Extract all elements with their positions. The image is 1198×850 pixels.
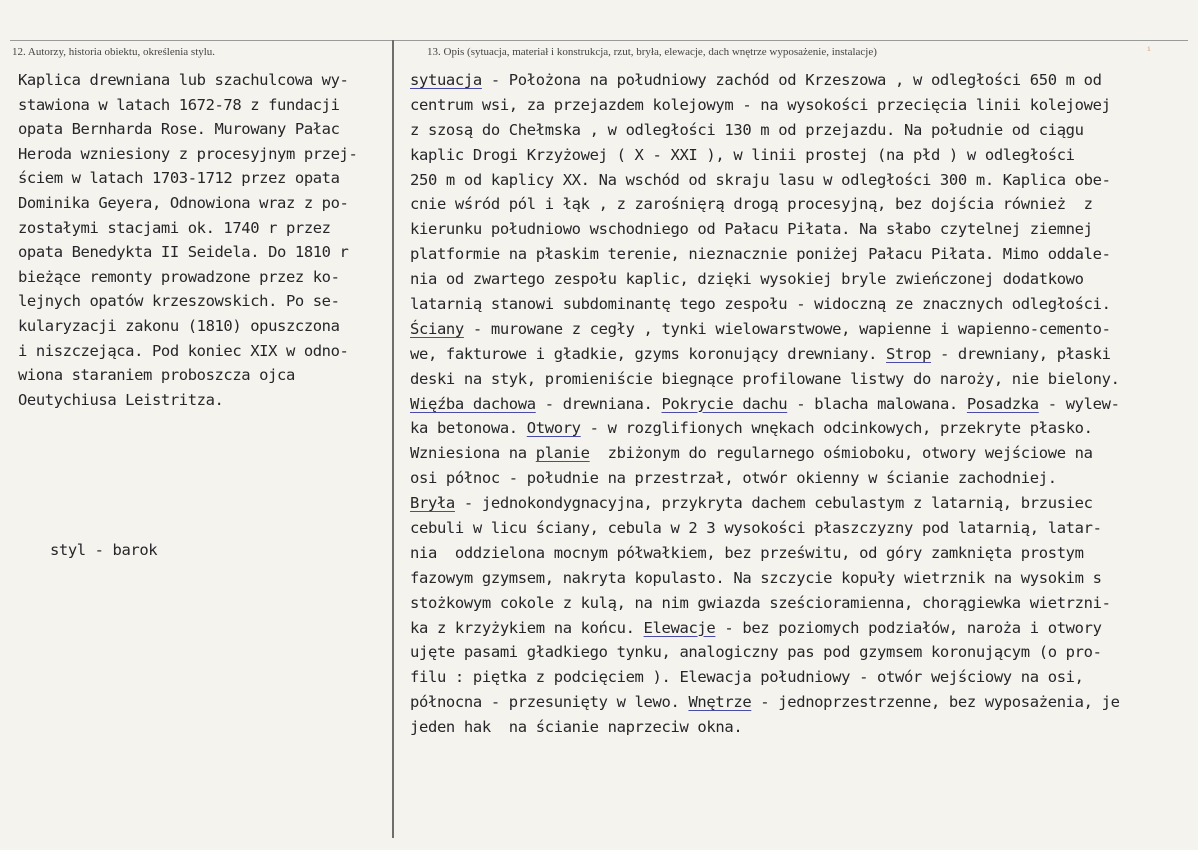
- section-keyword: Pokrycie dachu: [661, 394, 788, 413]
- description-text-run: - drewniana.: [535, 394, 662, 413]
- description-text-run: północna - przesunięty w lewo.: [410, 693, 689, 712]
- description-text-run: nia od zwartego zespołu kaplic, dzięki wysokiej bryle zwieńczonej dodatkowo: [410, 270, 1084, 289]
- description-text-run: - murowane z cegły , tynki wielowarstwowe, wapienne i wapienno-cemento-: [463, 319, 1111, 338]
- history-line: opata Benedykta II Seidela. Do 1810 r: [18, 243, 349, 262]
- description-text-run: - blacha malowana.: [787, 394, 967, 413]
- description-text-run: - drewniany, płaski: [930, 344, 1111, 363]
- description-text-run: ka z krzyżykiem na końcu.: [410, 618, 644, 637]
- history-line: opata Bernharda Rose. Murowany Pałac: [18, 120, 340, 139]
- description-line: [410, 68, 1195, 93]
- description-line: [410, 267, 1195, 292]
- description-line: [410, 466, 1195, 491]
- description-line: [410, 591, 1195, 616]
- section-keyword: Wnętrze: [688, 693, 752, 712]
- history-line: i niszczejąca. Pod koniec XIX w odno-: [18, 341, 349, 360]
- description-text-run: - jednoprzestrzenne, bez wyposażenia, je: [751, 693, 1120, 712]
- description-line: [410, 441, 1195, 466]
- header-rule: [10, 40, 1188, 41]
- description-text-run: platformie na płaskim terenie, nieznacznie poniżej Pałacu Piłata. Mimo oddale-: [410, 245, 1111, 264]
- section-keyword: Bryła: [410, 494, 455, 513]
- description-text-run: deski na styk, promieniście biegnące profilowane listwy do naroży, nie bielony.: [410, 369, 1120, 388]
- description-text-run: nia oddzielona mocnym półwałkiem, bez prześwitu, od góry zamknięta prostym: [410, 543, 1084, 562]
- description-line: [410, 292, 1195, 317]
- description-text-run: centrum wsi, za przejazdem kolejowym - na wysokości przecięcia linii kolejowej: [410, 95, 1111, 114]
- description-text-run: - w rozglifionych wnękach odcinkowych, przekryte płasko.: [580, 419, 1093, 438]
- description-text-run: ujęte pasami gładkiego tynku, analogiczny pas pod gzymsem koronującym (o pro-: [410, 643, 1102, 662]
- description-text-run: fazowym gzymsem, nakryta kopulasto. Na szczycie kopuły wietrznik na wysokim s: [410, 568, 1102, 587]
- history-line: ściem w latach 1703-1712 przez opata: [18, 169, 340, 188]
- history-line: wiona staraniem proboszcza ojca: [18, 366, 295, 385]
- section-keyword: sytuacja: [410, 71, 482, 89]
- description-text-run: zbiżonym do regularnego ośmioboku, otwory wejściowe na: [589, 444, 1093, 463]
- description-text-run: filu : piętka z podcięciem ). Elewacja południowy - otwór wejściowy na osi,: [410, 668, 1084, 687]
- description-text-run: 250 m od kaplicy XX. Na wschód od skraju lasu w odległości 300 m. Kaplica obe-: [410, 170, 1111, 189]
- description-line: [410, 118, 1195, 143]
- description-text-run: latarnią stanowi subdominantę tego zespołu - widoczną ze znacznych odległości.: [410, 295, 1111, 314]
- description-text-run: stożkowym cokole z kulą, na nim gwiazda sześcioramienna, chorągiewka wietrzni-: [410, 593, 1111, 612]
- description-text-run: cnie wśród pól i łąk , z zarośnięrą drogą procesyjną, bez dojścia również z: [410, 195, 1093, 214]
- section-keyword: Ściany: [410, 319, 464, 338]
- right-column-header: 13. Opis (sytuacja, materiał i konstrukcja, rzut, bryła, elewacje, dach wnętrze wyposażenie, instalacje): [427, 46, 877, 58]
- left-column-header: 12. Autorzy, historia obiektu, określenia stylu.: [12, 46, 216, 58]
- description-line: [410, 491, 1195, 516]
- history-line: bieżące remonty prowadzone przez ko-: [18, 267, 340, 286]
- description-line: [410, 392, 1195, 417]
- history-line: Oeutychiusa Leistritza.: [18, 390, 224, 409]
- description-line: [410, 640, 1195, 665]
- description-text-run: z szosą do Chełmska , w odległości 130 m od przejazdu. Na południe od ciągu: [410, 120, 1084, 139]
- section-keyword: Otwory: [526, 419, 581, 438]
- description-line: [410, 416, 1195, 441]
- description-text-run: kierunku południowo wschodniego od Pałacu Piłata. Na słabo czytelnej ziemnej: [410, 220, 1093, 239]
- description-line: [410, 317, 1195, 342]
- description-line: [410, 516, 1195, 541]
- description-text-run: ka betonowa.: [410, 419, 527, 438]
- description-line: [410, 616, 1195, 641]
- description-line: [410, 93, 1195, 118]
- description-text-run: jeden hak na ścianie naprzeciw okna.: [410, 718, 743, 737]
- description-text-run: - wylew-: [1038, 394, 1120, 413]
- description-text-run: osi północ - południe na przestrzał, otwór okienny w ścianie zachodniej.: [410, 469, 1057, 488]
- section-keyword: Elewacje: [643, 618, 716, 637]
- description-line: [410, 143, 1195, 168]
- history-line: Heroda wzniesiony z procesyjnym przej-: [18, 144, 358, 163]
- section-keyword: planie: [535, 444, 590, 463]
- history-line: kularyzacji zakonu (1810) opuszczona: [18, 316, 340, 335]
- description-line: [410, 367, 1195, 392]
- section-keyword: Posadzka: [966, 394, 1039, 413]
- description-text-run: - jednokondygnacyjna, przykryta dachem cebulastym z latarnią, brzusiec: [454, 494, 1093, 513]
- description-text-run: we, fakturowe i gładkie, gzyms koronujący drewniany.: [410, 344, 887, 363]
- description-text-run: kaplic Drogi Krzyżowej ( X - XXI ), w linii prostej (na płd ) w odległości: [410, 145, 1075, 164]
- description-line: [410, 566, 1195, 591]
- description-line: [410, 541, 1195, 566]
- description-line: [410, 242, 1195, 267]
- section-keyword: Strop: [886, 344, 931, 363]
- description-text-run: - Położona na południowy zachód od Krzeszowa , w odległości 650 m od: [481, 71, 1102, 89]
- description-text-run: cebuli w licu ściany, cebula w 2 3 wysokości płaszczyzny pod latarnią, latar-: [410, 519, 1102, 538]
- section-keyword: Więźba dachowa: [410, 394, 536, 413]
- history-line: stawiona w latach 1672-78 z fundacji: [18, 95, 340, 114]
- description-text-run: - bez poziomych podziałów, naroża i otwory: [715, 618, 1102, 637]
- description-line: [410, 342, 1195, 367]
- history-line: Dominika Geyera, Odnowiona wraz z po-: [18, 193, 349, 212]
- description-line: [410, 192, 1195, 217]
- description-line: [410, 168, 1195, 193]
- history-line: lejnych opatów krzeszowskich. Po se-: [18, 292, 340, 311]
- history-line: Kaplica drewniana lub szachulcowa wy-: [18, 71, 349, 89]
- description-line: [410, 217, 1195, 242]
- description-text-run: Wzniesiona na: [410, 444, 536, 463]
- description-text: [410, 68, 1195, 740]
- history-text: [18, 68, 388, 412]
- column-divider: [392, 40, 394, 838]
- history-line: zostałymi stacjami ok. 1740 r przez: [18, 218, 331, 237]
- stain-mark: ⁱ: [1146, 46, 1153, 57]
- description-line: [410, 665, 1195, 690]
- style-label: styl - barok: [50, 541, 158, 559]
- description-line: [410, 690, 1195, 715]
- description-line: [410, 715, 1195, 740]
